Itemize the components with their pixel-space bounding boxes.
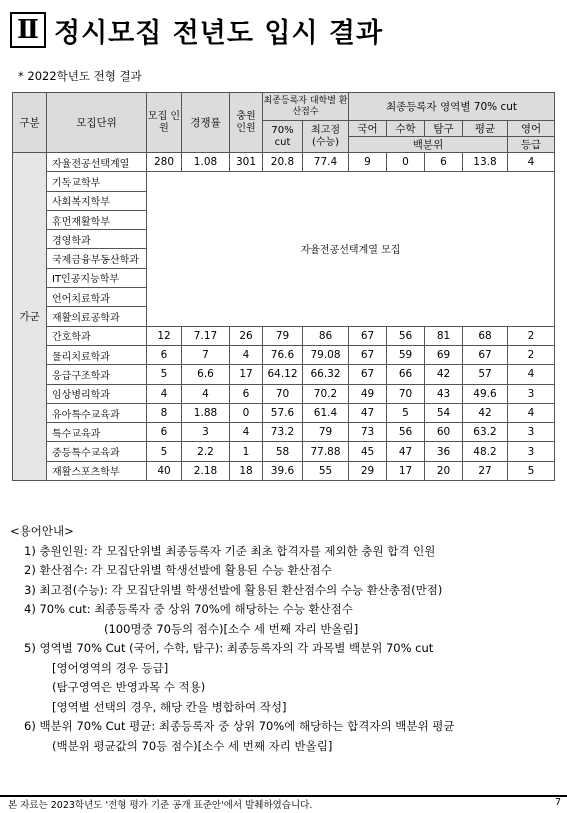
unit-cell: 사회복지학부 bbox=[47, 191, 147, 210]
value-cell: 39.6 bbox=[263, 461, 303, 480]
value-cell: 0 bbox=[230, 403, 263, 422]
value-cell: 7 bbox=[182, 345, 230, 364]
unit-cell: 휴먼재활학부 bbox=[47, 210, 147, 229]
unit-cell: 재활의료공학과 bbox=[47, 307, 147, 326]
header-korean: 국어 bbox=[349, 121, 387, 137]
section-number: Ⅱ bbox=[10, 12, 46, 48]
page-title-row bbox=[10, 8, 383, 52]
value-cell: 20.8 bbox=[263, 153, 303, 172]
value-cell: 4 bbox=[508, 365, 555, 384]
value-cell: 57 bbox=[463, 365, 508, 384]
value-cell: 61.4 bbox=[303, 403, 349, 422]
value-cell: 59 bbox=[387, 345, 425, 364]
value-cell: 0 bbox=[387, 153, 425, 172]
header-max: 최고점 (수능) bbox=[303, 121, 349, 153]
table-row bbox=[13, 345, 555, 364]
value-cell: 6 bbox=[147, 423, 182, 442]
value-cell: 77.4 bbox=[303, 153, 349, 172]
value-cell: 12 bbox=[147, 326, 182, 345]
glossary-line: 2) 환산점수: 각 모집단위별 학생선발에 활용된 수능 환산점수 bbox=[24, 563, 332, 577]
value-cell: 13.8 bbox=[463, 153, 508, 172]
header-unit: 모집단위 bbox=[47, 93, 147, 153]
glossary bbox=[12, 522, 562, 756]
value-cell: 66.32 bbox=[303, 365, 349, 384]
value-cell: 60 bbox=[425, 423, 463, 442]
value-cell: 2 bbox=[508, 345, 555, 364]
value-cell: 79.08 bbox=[303, 345, 349, 364]
unit-cell: 기독교학부 bbox=[47, 172, 147, 191]
unit-cell: IT인공지능학부 bbox=[47, 268, 147, 287]
glossary-line: 3) 최고점(수능): 각 모집단위별 학생선발에 활용된 환산점수의 수능 환산총점(만점) bbox=[24, 582, 443, 597]
unit-cell: 유아특수교육과 bbox=[47, 403, 147, 422]
value-cell: 3 bbox=[508, 423, 555, 442]
value-cell: 67 bbox=[349, 345, 387, 364]
value-cell: 48.2 bbox=[463, 442, 508, 461]
unit-cell: 간호학과 bbox=[47, 326, 147, 345]
value-cell: 4 bbox=[147, 384, 182, 403]
value-cell: 2 bbox=[508, 326, 555, 345]
value-cell: 40 bbox=[147, 461, 182, 480]
value-cell: 43 bbox=[425, 384, 463, 403]
unit-cell: 자율전공선택계열 bbox=[47, 153, 147, 172]
value-cell: 58 bbox=[263, 442, 303, 461]
value-cell: 5 bbox=[147, 365, 182, 384]
value-cell: 3 bbox=[508, 384, 555, 403]
value-cell: 70.2 bbox=[303, 384, 349, 403]
value-cell: 36 bbox=[425, 442, 463, 461]
unit-cell: 경영학과 bbox=[47, 230, 147, 249]
value-cell: 81 bbox=[425, 326, 463, 345]
glossary-line: [영어영역의 경우 등급] bbox=[52, 660, 169, 675]
value-cell: 42 bbox=[425, 365, 463, 384]
value-cell: 6 bbox=[147, 345, 182, 364]
header-area-cut: 최종등록자 영역별 70% cut bbox=[349, 93, 555, 121]
value-cell: 67 bbox=[463, 345, 508, 364]
value-cell: 77.88 bbox=[303, 442, 349, 461]
glossary-line: 5) 영역별 70% Cut (국어, 수학, 탐구): 최종등록자의 각 과목별 백분위 70% cut bbox=[24, 641, 434, 655]
header-english: 영어 bbox=[508, 121, 555, 137]
value-cell: 9 bbox=[349, 153, 387, 172]
value-cell: 54 bbox=[425, 403, 463, 422]
table-row bbox=[13, 172, 555, 191]
table-subtitle: * 2022학년도 전형 결과 bbox=[18, 69, 142, 83]
value-cell: 3 bbox=[182, 423, 230, 442]
header-average: 평균 bbox=[463, 121, 508, 137]
value-cell: 63.2 bbox=[463, 423, 508, 442]
header-final-scores: 최종등록자 대학별 환산점수 bbox=[263, 93, 349, 121]
header-quota: 모집 인원 bbox=[147, 93, 182, 153]
value-cell: 7.17 bbox=[182, 326, 230, 345]
value-cell: 280 bbox=[147, 153, 182, 172]
header-grade: 등급 bbox=[508, 137, 555, 153]
value-cell: 57.6 bbox=[263, 403, 303, 422]
value-cell: 79 bbox=[303, 423, 349, 442]
value-cell: 70 bbox=[263, 384, 303, 403]
value-cell: 27 bbox=[463, 461, 508, 480]
value-cell: 55 bbox=[303, 461, 349, 480]
value-cell: 2.2 bbox=[182, 442, 230, 461]
value-cell: 2.18 bbox=[182, 461, 230, 480]
glossary-line: (백분위 평균값의 70등 점수)[소수 세 번째 자리 반올림] bbox=[52, 738, 333, 753]
value-cell: 73 bbox=[349, 423, 387, 442]
header-category: 구분 bbox=[13, 93, 47, 153]
value-cell: 5 bbox=[387, 403, 425, 422]
value-cell: 64.12 bbox=[263, 365, 303, 384]
value-cell: 6.6 bbox=[182, 365, 230, 384]
table-row bbox=[13, 423, 555, 442]
table-row bbox=[13, 384, 555, 403]
value-cell: 67 bbox=[349, 365, 387, 384]
value-cell: 4 bbox=[508, 403, 555, 422]
value-cell: 67 bbox=[349, 326, 387, 345]
value-cell: 4 bbox=[182, 384, 230, 403]
value-cell: 29 bbox=[349, 461, 387, 480]
value-cell: 6 bbox=[425, 153, 463, 172]
results-table bbox=[12, 92, 555, 481]
unit-cell: 임상병리학과 bbox=[47, 384, 147, 403]
value-cell: 1.08 bbox=[182, 153, 230, 172]
header-competition: 경쟁률 bbox=[182, 93, 230, 153]
header-inquiry: 탐구 bbox=[425, 121, 463, 137]
value-cell: 17 bbox=[230, 365, 263, 384]
glossary-line: (탐구영역은 반영과목 수 적용) bbox=[52, 680, 206, 694]
value-cell: 4 bbox=[230, 423, 263, 442]
page-title: 정시모집 전년도 입시 결과 bbox=[54, 17, 384, 49]
value-cell: 76.6 bbox=[263, 345, 303, 364]
value-cell: 56 bbox=[387, 423, 425, 442]
table-row bbox=[13, 326, 555, 345]
value-cell: 4 bbox=[508, 153, 555, 172]
value-cell: 1.88 bbox=[182, 403, 230, 422]
footer-note: 본 자료는 2023학년도 '전형 평가 기준 공개 표준안'에서 발췌하였습니다. bbox=[8, 800, 313, 811]
table-row bbox=[13, 153, 555, 172]
value-cell: 301 bbox=[230, 153, 263, 172]
table-row bbox=[13, 365, 555, 384]
table-row bbox=[13, 442, 555, 461]
glossary-line: (100명중 70등의 점수)[소수 세 번째 자리 반올림] bbox=[104, 621, 359, 636]
unit-cell: 언어치료학과 bbox=[47, 288, 147, 307]
unit-cell: 물리치료학과 bbox=[47, 345, 147, 364]
header-percentile: 백분위 bbox=[349, 137, 508, 153]
unit-cell: 응급구조학과 bbox=[47, 365, 147, 384]
value-cell: 8 bbox=[147, 403, 182, 422]
glossary-line: 4) 70% cut: 최종등록자 중 상위 70%에 해당하는 수능 환산점수 bbox=[24, 602, 353, 616]
value-cell: 42 bbox=[463, 403, 508, 422]
value-cell: 49.6 bbox=[463, 384, 508, 403]
category-cell: 가군 bbox=[13, 153, 47, 481]
value-cell: 6 bbox=[230, 384, 263, 403]
value-cell: 26 bbox=[230, 326, 263, 345]
unit-cell: 재활스포츠학부 bbox=[47, 461, 147, 480]
header-70cut: 70% cut bbox=[263, 121, 303, 153]
value-cell: 56 bbox=[387, 326, 425, 345]
table-row bbox=[13, 403, 555, 422]
glossary-title: <용어안내> bbox=[10, 524, 74, 538]
glossary-line: 6) 백분위 70% Cut 평균: 최종등록자 중 상위 70%에 해당하는 합격자의 백분위 평균 bbox=[24, 719, 455, 733]
value-cell: 49 bbox=[349, 384, 387, 403]
value-cell: 5 bbox=[508, 461, 555, 480]
value-cell: 3 bbox=[508, 442, 555, 461]
value-cell: 17 bbox=[387, 461, 425, 480]
value-cell: 69 bbox=[425, 345, 463, 364]
value-cell: 20 bbox=[425, 461, 463, 480]
value-cell: 79 bbox=[263, 326, 303, 345]
value-cell: 5 bbox=[147, 442, 182, 461]
value-cell: 47 bbox=[349, 403, 387, 422]
page-number: 7 bbox=[554, 797, 561, 808]
value-cell: 47 bbox=[387, 442, 425, 461]
glossary-line: 1) 충원인원: 각 모집단위별 최종등록자 기준 최초 합격자를 제외한 충원 합격 인원 bbox=[24, 543, 436, 558]
table-row bbox=[13, 461, 555, 480]
merged-note-cell: 자율전공선택계열 모집 bbox=[147, 172, 555, 326]
value-cell: 1 bbox=[230, 442, 263, 461]
value-cell: 45 bbox=[349, 442, 387, 461]
value-cell: 4 bbox=[230, 345, 263, 364]
glossary-line: [영역별 선택의 경우, 해당 칸을 병합하여 작성] bbox=[52, 699, 287, 714]
value-cell: 68 bbox=[463, 326, 508, 345]
value-cell: 70 bbox=[387, 384, 425, 403]
unit-cell: 특수교육과 bbox=[47, 423, 147, 442]
unit-cell: 국제금융부동산학과 bbox=[47, 249, 147, 268]
value-cell: 18 bbox=[230, 461, 263, 480]
value-cell: 66 bbox=[387, 365, 425, 384]
unit-cell: 중등특수교육과 bbox=[47, 442, 147, 461]
value-cell: 73.2 bbox=[263, 423, 303, 442]
value-cell: 86 bbox=[303, 326, 349, 345]
header-math: 수학 bbox=[387, 121, 425, 137]
header-additional: 충원 인원 bbox=[230, 93, 263, 153]
